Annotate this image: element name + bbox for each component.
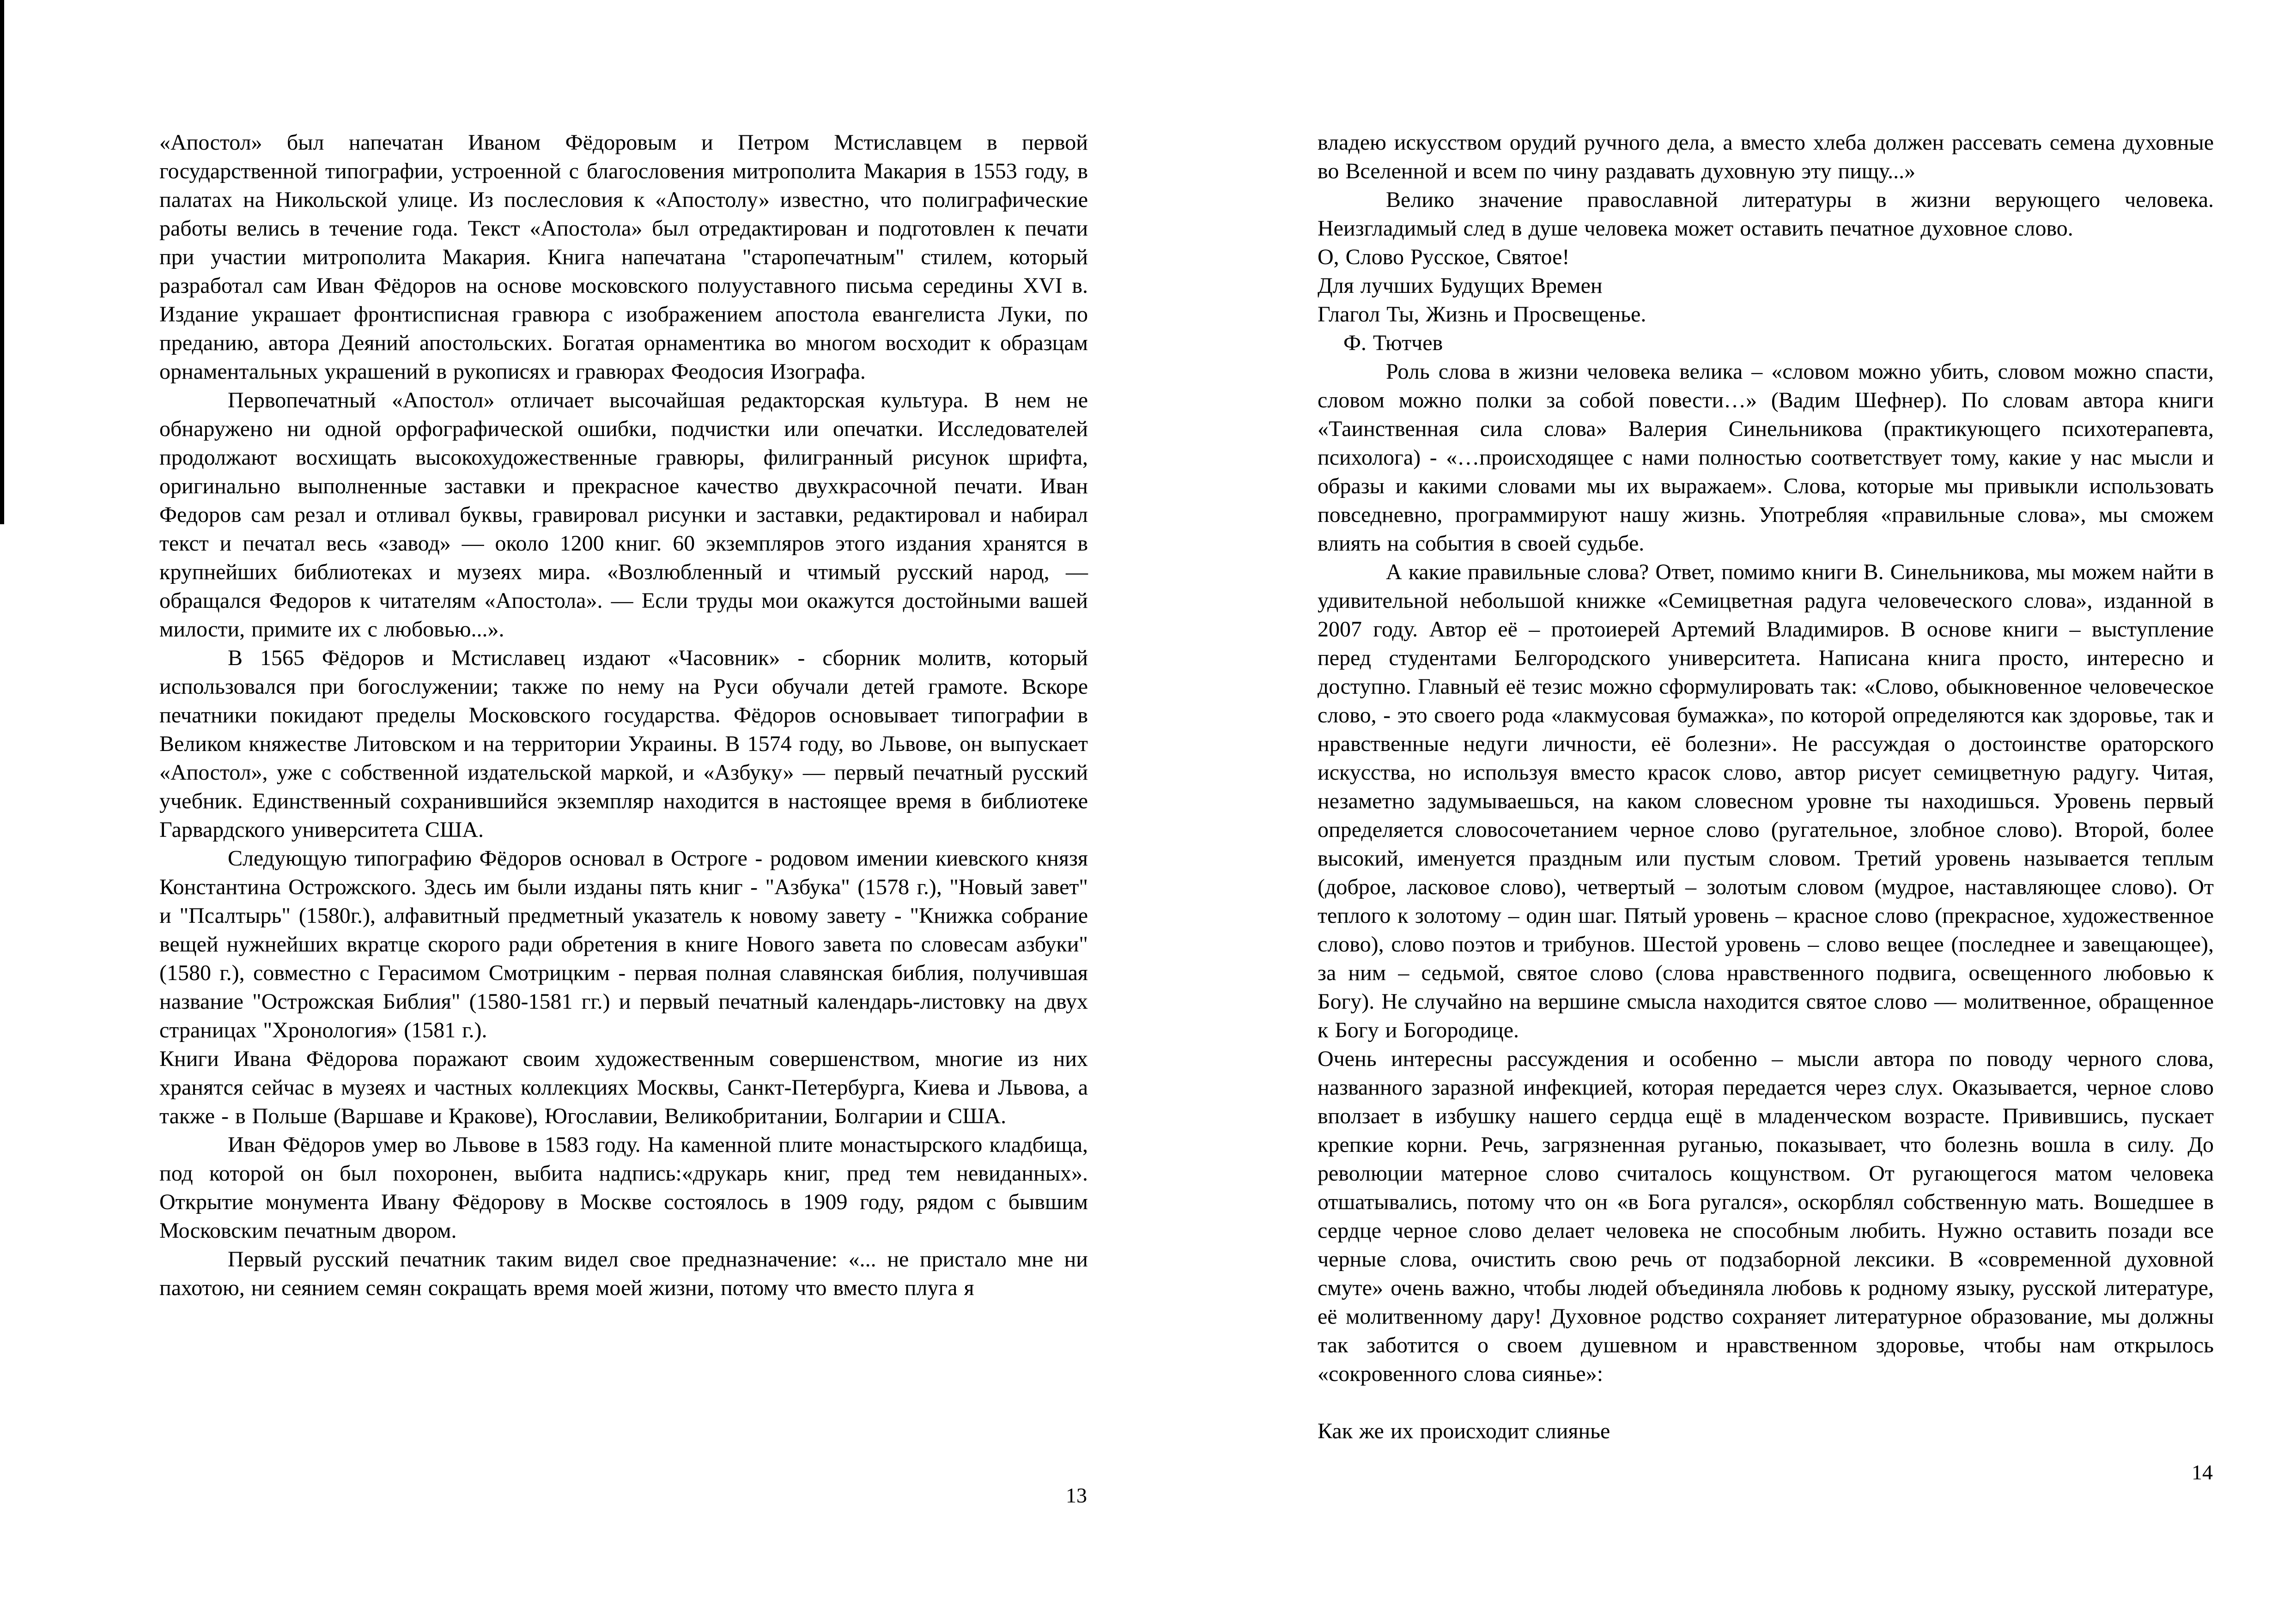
paragraph: В 1565 Фёдоров и Мстиславец издают «Часовник» - сборник молитв, который использовался при богослужении; также по нему на Руси обучали детей грамоте. Вскоре печатники покидают пределы Московского государства. Фёдоров основывает типографии в Великом княжестве Литовском и на территории Украины. В 1574 году, во Львове, он выпускает «Апостол», уже с собственной издательской маркой, и «Азбуку» — первый печатный русский учебник. Единственный сохранившийся экземпляр находится в настоящее время в библиотеке Гарвардского университета США.: [159, 646, 1088, 842]
paragraph: Книги Ивана Фёдорова поражают своим художественным совершенством, многие из них хранятся сейчас в музеях и частных коллекциях Москвы, Санкт-Петербурга, Киева и Львова, а также - в Польше (Варшаве и Кракове), Югославии, Великобритании, Болгарии и США.: [159, 1047, 1088, 1128]
paragraph: Как же их происходит слиянье: [1318, 1419, 1610, 1443]
page-13: [159, 128, 1088, 1507]
page-number: 13: [1066, 1484, 1087, 1507]
paragraph: Роль слова в жизни человека велика – «словом можно убить, словом можно спасти, словом можно полки за собой повести…» (Вадим Шефнер). По словам автора книги «Таинственная сила слова» Валерия Синельникова (практикующего психотерапевта, психолога) - «…происходящее с нами полностью соответствует тому, какие у нас мысли и образы и какими словами мы их выражаем». Слова, которые мы привыкли использовать повседневно, программируют нашу жизнь. Употребляя «правильные слова», мы сможем влиять на события в своей судьбе.: [1318, 359, 2214, 556]
verse-line: Глагол Ты, Жизнь и Просвещенье.: [1318, 302, 1646, 327]
paragraph: «Апостол» был напечатан Иваном Фёдоровым и Петром Мстиславцем в первой государственной типографии, устроенной с благословения митрополита Макария в 1553 году, в палатах на Никольской улице. Из послесловия к «Апостолу» известно, что полиграфические работы велись в течение года. Текст «Апостола» был отредактирован и подготовлен к печати при участии митрополита Макария. Книга напечатана "старопечатным" стилем, который разработал сам Иван Фёдоров на основе московского полууставного письма середины XVI в. Издание украшает фронтисписная гравюра с изображением апостола евангелиста Луки, по преданию, автора Деяний апостольских. Богатая орнаментика во многом восходит к образцам орнаментальных украшений в рукописях и гравюрах Феодосия Изографа.: [159, 130, 1088, 384]
paragraph: Очень интересны рассуждения и особенно – мысли автора по поводу черного слова, названного заразной инфекцией, которая передается через слух. Оказывается, черное слово вползает в избушку нашего сердца ещё в младенческом возрасте. Привившись, пускает крепкие корни. Речь, загрязненная руганью, показывает, что болезнь вошла в силу. До революции матерное слово считалось кощунством. От ругающегося матом человека отшатывались, потому что он «в Бога ругался», оскорблял собственную мать. Вошедшее в сердце черное слово делает человека не способным любить. Нужно оставить позади все черные слова, очистить свою речь от подзаборной лексики. В «современной духовной смуте» очень важно, чтобы людей объединяла любовь к родному языку, русской литературе, её молитвенному дару! Духовное родство сохраняет литературное образование, мы должны так заботится о своем душевном и нравственном здоровье, чтобы нам открылось «сокровенного слова сиянье»:: [1318, 1047, 2214, 1386]
verse-line: О, Слово Русское, Святое!: [1318, 245, 1570, 269]
paragraph: Иван Фёдоров умер во Львове в 1583 году. На каменной плите монастырского кладбища, под которой он был похоронен, выбита надпись:«друкарь книг, пред тем невиданных». Открытие монумента Ивану Фёдорову в Москве состоялось в 1909 году, рядом с бывшим Московским печатным двором.: [159, 1132, 1088, 1243]
paragraph: Первый русский печатник таким видел свое предназначение: «... не пристало мне ни пахотою, ни сеянием семян сокращать время моей жизни, потому что вместо плуга я: [159, 1247, 1088, 1300]
paragraph: А какие правильные слова? Ответ, помимо книги В. Синельникова, мы можем найти в удивительной небольшой книжке «Семицветная радуга человеческого слова», изданной в 2007 году. Автор её – протоиерей Артемий Владимиров. В основе книги – выступление перед студентами Белгородского университета. Написана книга просто, интересно и доступно. Главный её тезис можно сформулировать так: «Слово, обыкновенное человеческое слово, - это своего рода «лакмусовая бумажка», по которой определяются как здоровье, так и нравственные недуги личности, её болезни». Не рассуждая о достоинстве ораторского искусства, но используя вместо красок слово, автор рисует семицветную радугу. Читая, незаметно задумываешься, на каком словесном уровне ты находишься. Уровень первый определяется словосочетанием черное слово (ругательное, злобное слово). Второй, более высокий, именуется праздным или пустым словом. Третий уровень называется теплым (доброе, ласковое слово), четвертый – золотым словом (мудрое, наставляющее слово). От теплого к золотому – один шаг. Пятый уровень – красное слово (прекрасное, художественное слово), слово поэтов и трибунов. Шестой уровень – слово вещее (последнее и завещающее), за ним – седьмой, святое слово (слова нравственного подвига, освещенного любовью к Богу). Не случайно на вершине смысла находится святое слово — молитвенное, обращенное к Богу и Богородице.: [1318, 560, 2214, 1042]
paragraph: Велико значение православной литературы в жизни верующего человека. Неизгладимый след в душе человека может оставить печатное духовное слово.: [1318, 188, 2214, 241]
paragraph: владею искусством орудий ручного дела, а вместо хлеба должен рассевать семена духовные во Вселенной и всем по чину раздавать духовную эту пищу...»: [1318, 130, 2214, 183]
paragraph: Первопечатный «Апостол» отличает высочайшая редакторская культура. В нем не обнаружено ни одной орфографической ошибки, подчистки или опечатки. Исследователей продолжают восхищать высокохудожественные гравюры, филигранный рисунок шрифта, оригинально выполненные заставки и прекрасное качество двухкрасочной печати. Иван Федоров сам резал и отливал буквы, гравировал рисунки и заставки, редактировал и набирал текст и печатал весь «завод» — около 1200 книг. 60 экземпляров этого издания хранятся в крупнейших библиотеках и музеях мира. «Возлюбленный и чтимый русский народ, — обращался Федоров к читателям «Апостола». — Если труды мои окажутся достойными вашей милости, примите их с любовью...».: [159, 388, 1088, 642]
page-number: 14: [2192, 1460, 2213, 1484]
page-14: [1318, 128, 2214, 1484]
scan-edge-artifact: [0, 0, 4, 524]
verse-line: Для лучших Будущих Времен: [1318, 273, 1603, 298]
paragraph: Следующую типографию Фёдоров основал в Остроге - родовом имении киевского князя Константина Острожского. Здесь им были изданы пять книг - "Азбука" (1578 г.), "Новый завет" и "Псалтырь" (1580г.), алфавитный предметный указатель к новому завету - "Книжка собрание вещей нужнейших вкратце скорого ради обретения в книге Нового завета по словесам азбуки" (1580 г.), совместно с Герасимом Смотрицким - первая полная славянская библия, получившая название "Острожская Библия" (1580-1581 гг.) и первый печатный календарь-листовку на двух страницах "Хронология» (1581 г.).: [159, 846, 1088, 1042]
verse-author: Ф. Тютчев: [1343, 331, 1443, 355]
